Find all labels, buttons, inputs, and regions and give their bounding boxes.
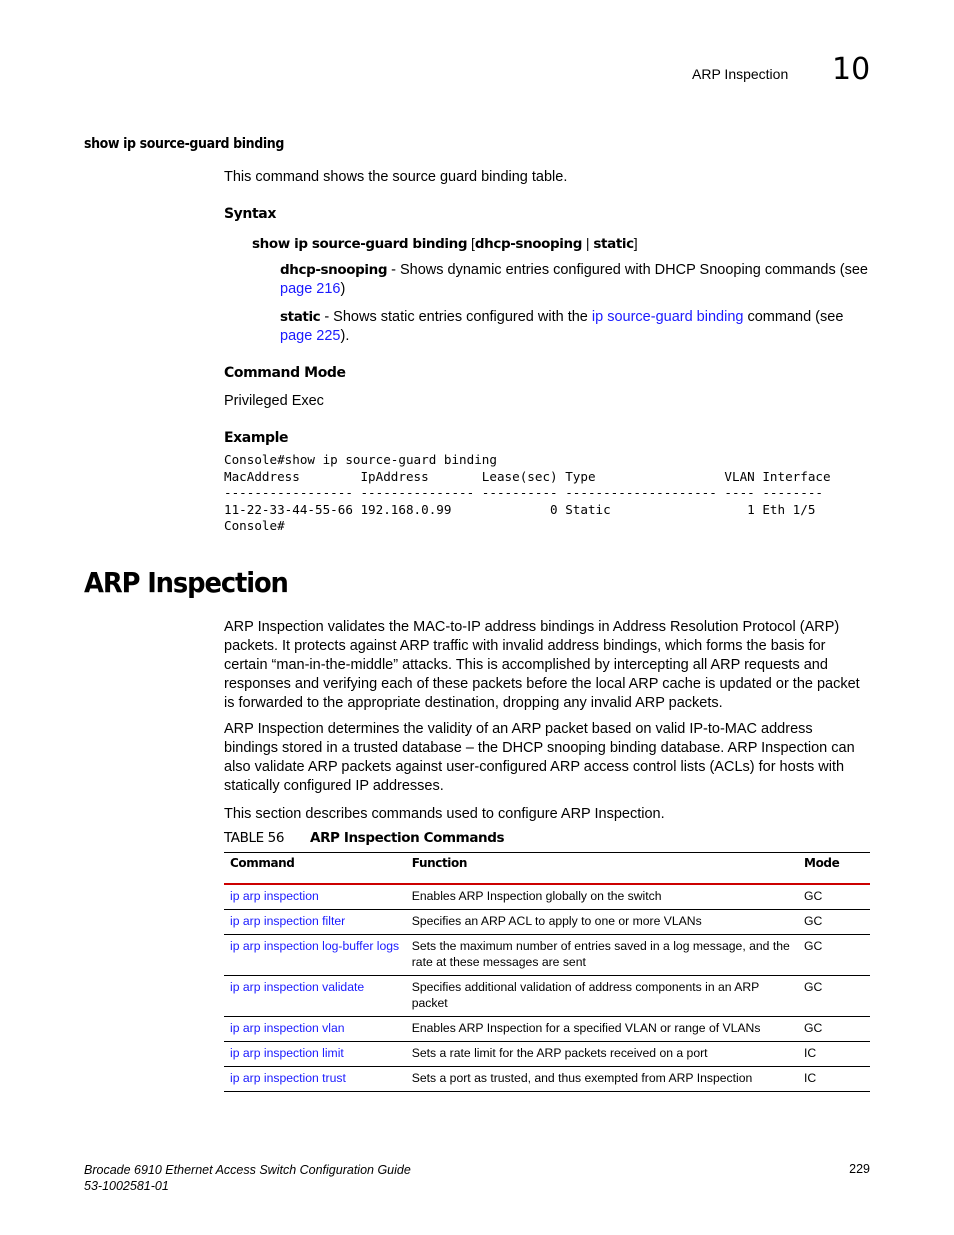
table-row — [224, 1042, 870, 1067]
command-title: show ip source-guard binding — [84, 136, 284, 152]
param-text: - Shows static entries configured with the — [320, 309, 592, 325]
section-paragraph-3: This section describes commands used to configure ARP Inspection. — [224, 806, 665, 822]
syntax-option-static: static — [593, 236, 634, 252]
mode-cell: GC — [804, 914, 823, 928]
command-link[interactable]: ip arp inspection filter — [230, 914, 346, 928]
command-link[interactable]: ip arp inspection validate — [230, 980, 365, 994]
param-dhcp-snooping — [280, 261, 870, 299]
chapter-number: 10 — [832, 52, 871, 87]
function-cell: Sets a port as trusted, and thus exempted from ARP Inspection — [411, 1071, 753, 1085]
command-mode-value: Privileged Exec — [224, 393, 324, 409]
mode-cell: GC — [804, 939, 823, 953]
mode-cell: IC — [804, 1071, 817, 1085]
param-end: ). — [340, 328, 350, 344]
command-mode-heading: Command Mode — [224, 365, 346, 381]
command-link[interactable]: ip arp inspection limit — [230, 1046, 344, 1060]
mode-cell: IC — [804, 1046, 817, 1060]
function-cell: Sets the maximum number of entries saved in a log message, and the rate at these messages are sent — [411, 939, 790, 969]
table-row — [224, 1017, 870, 1042]
table-label: TABLE 56 — [224, 830, 285, 846]
function-cell: Enables ARP Inspection for a specified VLAN or range of VLANs — [411, 1021, 761, 1035]
header-function: Function — [411, 856, 467, 870]
param-end: ) — [340, 281, 346, 297]
param-name: static — [280, 309, 321, 325]
table-header-row — [224, 853, 870, 885]
footer-doc-title: Brocade 6910 Ethernet Access Switch Configuration Guide — [84, 1163, 411, 1177]
page-link[interactable]: page 216 — [280, 281, 341, 297]
param-name: dhcp-snooping — [280, 262, 388, 278]
param-text: - Shows dynamic entries configured with DHCP Snooping commands (see — [387, 262, 868, 278]
header-mode: Mode — [804, 856, 840, 870]
section-paragraph-1: ARP Inspection validates the MAC-to-IP address bindings in Address Resolution Protocol (ARP) packets. It protects against ARP traffic with invalid address bindings, which forms the basis for certain “man-in-the-middle” attacks. This is accomplished by intercepting all ARP requests and responses and verifying each of these packets before the local ARP cache is updated or the packet is forwarded to the appropriate destination, dropping any invalid ARP packets. — [224, 619, 860, 711]
param-text: command (see — [743, 309, 844, 325]
header-command: Command — [230, 856, 295, 870]
syntax-heading: Syntax — [224, 206, 276, 222]
command-link[interactable]: ip arp inspection — [230, 889, 319, 903]
example-code-block: Console#show ip source-guard binding MacAddress IpAddress Lease(sec) Type VLAN Interface ----------------- --------------- ---------- -------------------- ---- -------- 11-22-33-44-55-66 192.168.0.99 0 Static 1 Eth 1/5 Console# — [224, 452, 831, 533]
command-description: This command shows the source guard binding table. — [224, 169, 568, 185]
table-row — [224, 884, 870, 910]
table-row — [224, 910, 870, 935]
table-title: ARP Inspection Commands — [310, 830, 505, 846]
page-link[interactable]: page 225 — [280, 328, 341, 344]
syntax-command: show ip source-guard binding — [252, 236, 468, 252]
arp-inspection-commands-table — [224, 852, 870, 1092]
table-row — [224, 976, 870, 1017]
function-cell: Sets a rate limit for the ARP packets received on a port — [411, 1046, 708, 1060]
page-number: 229 — [849, 1162, 870, 1176]
section-paragraph-2: ARP Inspection determines the validity of an ARP packet based on valid IP-to-MAC address bindings stored in a trusted database – the DHCP snooping binding database. ARP Inspection can also validate ARP packets against user-configured ARP access control lists (ACLs) for hosts with statically configured IP addresses. — [224, 721, 855, 794]
command-link[interactable]: ip arp inspection log-buffer logs — [230, 939, 400, 953]
function-cell: Specifies an ARP ACL to apply to one or more VLANs — [411, 914, 702, 928]
function-cell: Enables ARP Inspection globally on the switch — [411, 889, 662, 903]
syntax-open: [ — [467, 235, 475, 251]
footer-doc-info — [84, 1162, 411, 1194]
table-row — [224, 935, 870, 976]
table-caption — [224, 830, 504, 846]
command-link[interactable]: ip source-guard binding — [591, 309, 744, 325]
syntax-close: ] — [633, 235, 638, 251]
running-header-title: ARP Inspection — [692, 66, 789, 82]
section-heading: ARP Inspection — [84, 566, 288, 599]
command-link[interactable]: ip arp inspection trust — [230, 1071, 346, 1085]
syntax-option-dhcp: dhcp-snooping — [474, 236, 582, 252]
function-cell: Specifies additional validation of address components in an ARP packet — [411, 980, 760, 1010]
footer-doc-number: 53-1002581-01 — [84, 1179, 169, 1193]
example-heading: Example — [224, 430, 289, 446]
mode-cell: GC — [804, 1021, 823, 1035]
table-row — [224, 1067, 870, 1092]
mode-cell: GC — [804, 889, 823, 903]
command-link[interactable]: ip arp inspection vlan — [230, 1021, 345, 1035]
syntax-line — [252, 234, 638, 254]
param-static — [280, 308, 870, 346]
syntax-separator: | — [582, 235, 594, 251]
mode-cell: GC — [804, 980, 823, 994]
